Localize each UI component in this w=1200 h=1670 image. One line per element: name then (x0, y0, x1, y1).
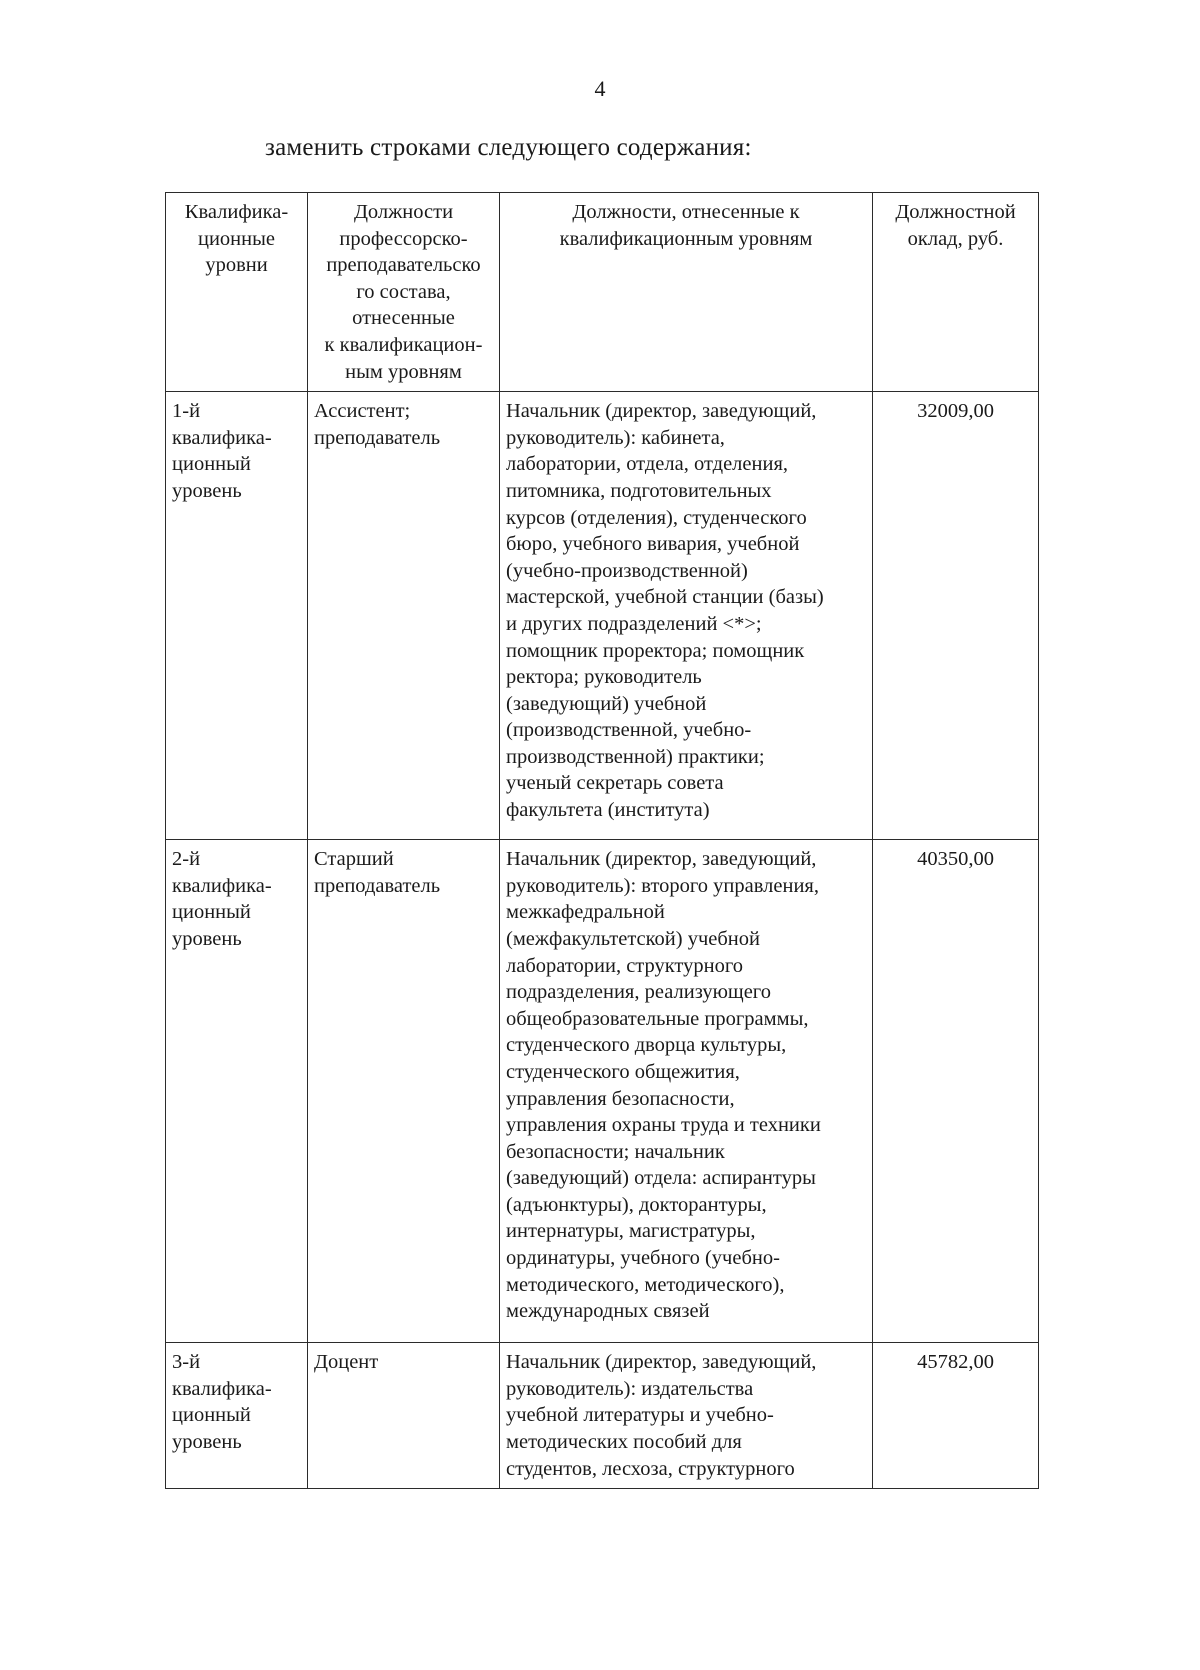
positions-cell: Начальник (директор, заведующий, руководитель): издательства учебной литературы и учебно- методических пособий для студентов, лесхоза, структурного (500, 1343, 873, 1489)
page-number: 4 (594, 76, 606, 101)
positions-cell: Начальник (директор, заведующий, руководитель): кабинета, лаборатории, отдела, отделения, питомника, подготовительных курсов (отделения), студенческого бюро, учебного вивария, учебной (учебно-производственной) мастерской, учебной станции (базы) и других подразделений <*>; помощник проректора; помощник ректора; руководитель (заведующий) учебной (производственной, учебно- производственной) практики; ученый секретарь совета факультета (института) (500, 392, 873, 840)
salary-cell: 40350,00 (873, 840, 1039, 1343)
header-levels: Квалифика- ционные уровни (166, 193, 308, 392)
header-pps-positions: Должности профессорско- преподавательско го состава, отнесенные к квалификацион- ным уровням (308, 193, 500, 392)
pps-cell: Ассистент; преподаватель (308, 392, 500, 840)
level-cell: 2-й квалифика- ционный уровень (166, 840, 308, 1343)
salary-cell: 32009,00 (873, 392, 1039, 840)
pps-cell: Доцент (308, 1343, 500, 1489)
table-row (166, 1343, 1039, 1489)
header-salary: Должностной оклад, руб. (873, 193, 1039, 392)
table-header-row (166, 193, 1039, 392)
salary-cell: 45782,00 (873, 1343, 1039, 1489)
intro-text: заменить строками следующего содержания: (265, 134, 752, 161)
pps-cell: Старший преподаватель (308, 840, 500, 1343)
table-row (166, 840, 1039, 1343)
salary-table (165, 192, 1039, 1489)
positions-cell: Начальник (директор, заведующий, руководитель): второго управления, межкафедральной (межфакультетской) учебной лаборатории, структурного подразделения, реализующего общеобразовательные программы, студенческого дворца культуры, студенческого общежития, управления безопасности, управления охраны труда и техники безопасности; начальник (заведующий) отдела: аспирантуры (адъюнктуры), докторантуры, интернатуры, магистратуры, ординатуры, учебного (учебно- методического, методического), международных связей (500, 840, 873, 1343)
header-positions: Должности, отнесенные к квалификационным уровням (500, 193, 873, 392)
level-cell: 3-й квалифика- ционный уровень (166, 1343, 308, 1489)
table-row (166, 392, 1039, 840)
level-cell: 1-й квалифика- ционный уровень (166, 392, 308, 840)
